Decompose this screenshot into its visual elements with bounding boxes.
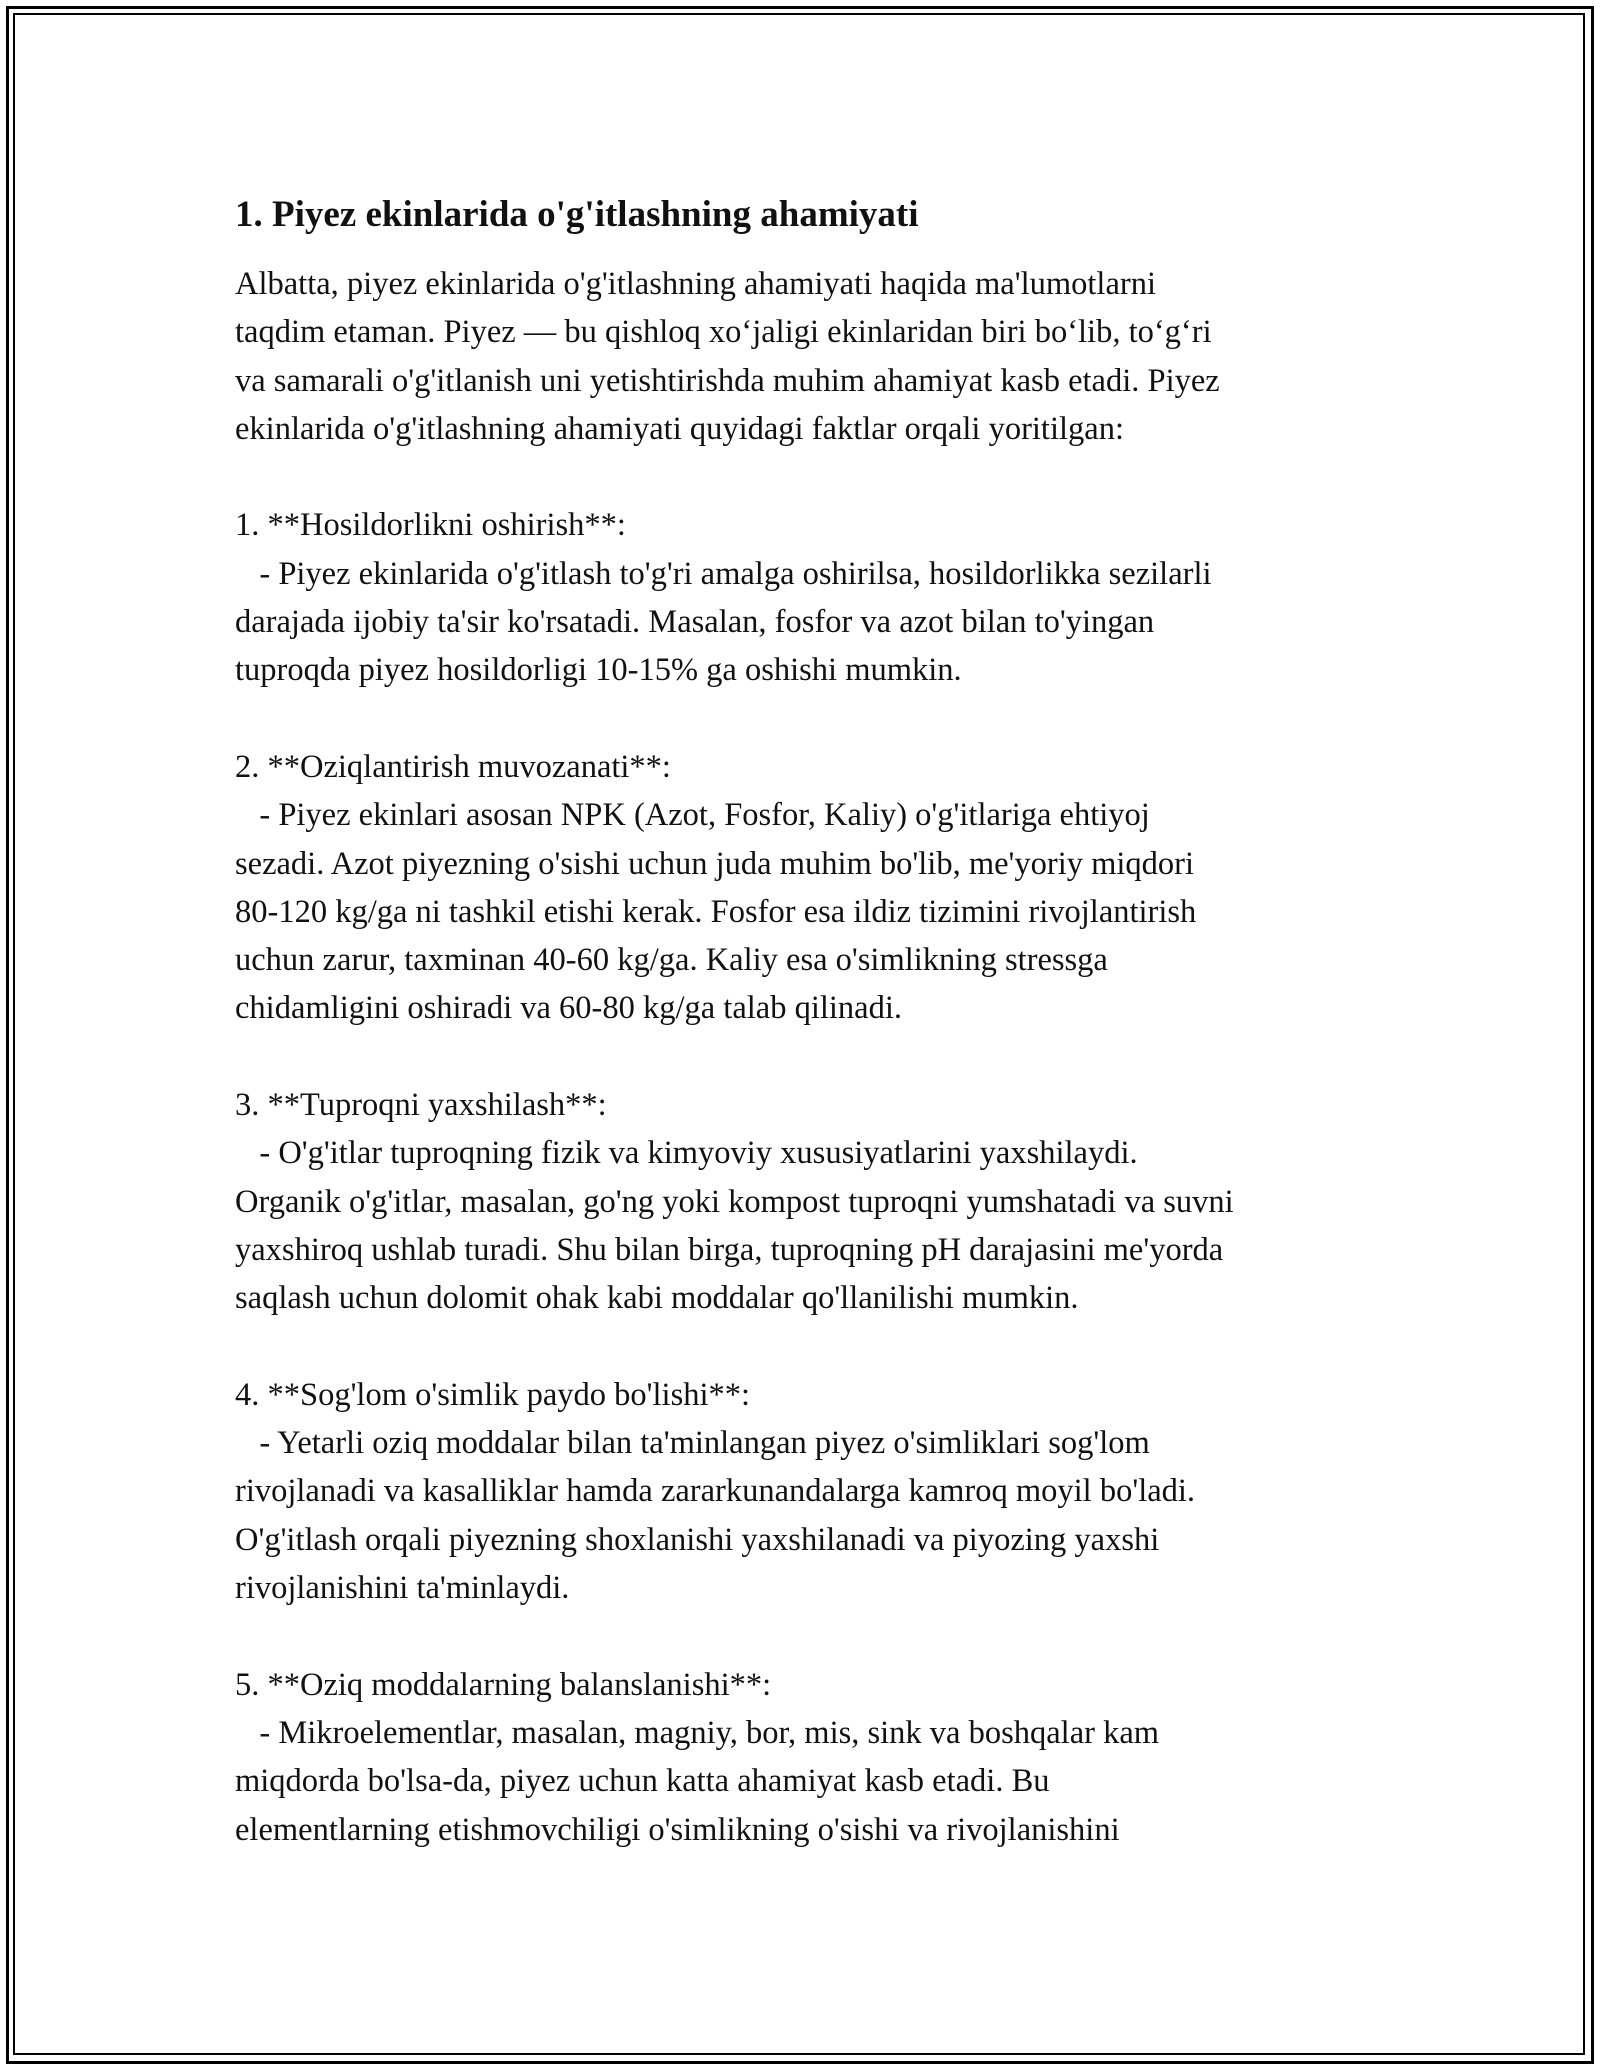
list-item-1 <box>235 501 1365 694</box>
list-item-line: rivojlanishini ta'minlaydi. <box>235 1570 570 1607</box>
intro-paragraph <box>235 260 1365 453</box>
list-item-heading: 5. **Oziq moddalarning balanslanishi**: <box>235 1666 772 1703</box>
paragraph-gap <box>235 453 1365 501</box>
intro-line: va samarali o'g'itlanish uni yetishtirishda muhim ahamiyat kasb etadi. Piyez <box>235 362 1220 399</box>
list-item-line: yaxshiroq ushlab turadi. Shu bilan birga, tuproqning pH darajasini me'yorda <box>235 1231 1224 1268</box>
list-item-heading: 2. **Oziqlantirish muvozanati**: <box>235 748 671 785</box>
paragraph-gap <box>235 1323 1365 1371</box>
list-item-2 <box>235 743 1365 1033</box>
list-item-line: elementlarning etishmovchiligi o'simlikning o'sishi va rivojlanishini <box>235 1811 1120 1848</box>
list-item-line: - Piyez ekinlari asosan NPK (Azot, Fosfor, Kaliy) o'g'itlariga ehtiyoj <box>235 797 1150 834</box>
list-item-line: 80-120 kg/ga ni tashkil etishi kerak. Fosfor esa ildiz tizimini rivojlantirish <box>235 893 1197 930</box>
list-item-heading: 4. **Sog'lom o'simlik paydo bo'lishi**: <box>235 1376 751 1413</box>
list-item-line: saqlash uchun dolomit ohak kabi moddalar qo'llanilishi mumkin. <box>235 1280 1079 1317</box>
list-item-line: tuproqda piyez hosildorligi 10-15% ga oshishi mumkin. <box>235 652 962 689</box>
paragraph-gap <box>235 1612 1365 1660</box>
list-item-line: rivojlanadi va kasalliklar hamda zararkunandalarga kamroq moyil bo'ladi. <box>235 1473 1196 1510</box>
list-item-line: Organik o'g'itlar, masalan, go'ng yoki kompost tuproqni yumshatadi va suvni <box>235 1183 1234 1220</box>
list-item-line: O'g'itlash orqali piyezning shoxlanishi yaxshilanadi va piyozing yaxshi <box>235 1521 1160 1558</box>
document-title: 1. Piyez ekinlarida o'g'itlashning ahamiyati <box>235 194 919 235</box>
intro-line: ekinlarida o'g'itlashning ahamiyati quyidagi faktlar orqali yoritilgan: <box>235 410 1124 447</box>
list-item-line: - Yetarli oziq moddalar bilan ta'minlangan piyez o'simliklari sog'lom <box>235 1425 1150 1462</box>
list-item-4 <box>235 1371 1365 1612</box>
list-item-heading: 3. **Tuproqni yaxshilash**: <box>235 1087 607 1124</box>
list-item-3 <box>235 1081 1365 1322</box>
list-item-line: - O'g'itlar tuproqning fizik va kimyoviy xususiyatlarini yaxshilaydi. <box>235 1135 1138 1172</box>
list-item-line: uchun zarur, taxminan 40-60 kg/ga. Kaliy esa o'simlikning stressga <box>235 942 1108 979</box>
intro-line: taqdim etaman. Piyez — bu qishloq xo‘jaligi ekinlaridan biri bo‘lib, to‘g‘ri <box>235 314 1212 351</box>
list-item-heading: 1. **Hosildorlikni oshirish**: <box>235 507 626 544</box>
intro-line: Albatta, piyez ekinlarida o'g'itlashning ahamiyati haqida ma'lumotlarni <box>235 266 1156 302</box>
document-page <box>235 190 1365 1854</box>
list-item-line: sezadi. Azot piyezning o'sishi uchun juda muhim bo'lib, me'yoriy miqdori <box>235 845 1195 882</box>
list-item-line: chidamligini oshiradi va 60-80 kg/ga talab qilinadi. <box>235 990 903 1027</box>
list-item-line: - Mikroelementlar, masalan, magniy, bor, mis, sink va boshqalar kam <box>235 1714 1160 1751</box>
list-item-line: darajada ijobiy ta'sir ko'rsatadi. Masalan, fosfor va azot bilan to'yingan <box>235 604 1155 641</box>
list-item-line: - Piyez ekinlarida o'g'itlash to'g'ri amalga oshirilsa, hosildorlikka sezilarli <box>235 555 1212 592</box>
list-item-5 <box>235 1661 1365 1854</box>
list-item-line: miqdorda bo'lsa-da, piyez uchun katta ahamiyat kasb etadi. Bu <box>235 1763 1050 1800</box>
paragraph-gap <box>235 1033 1365 1081</box>
paragraph-gap <box>235 695 1365 743</box>
